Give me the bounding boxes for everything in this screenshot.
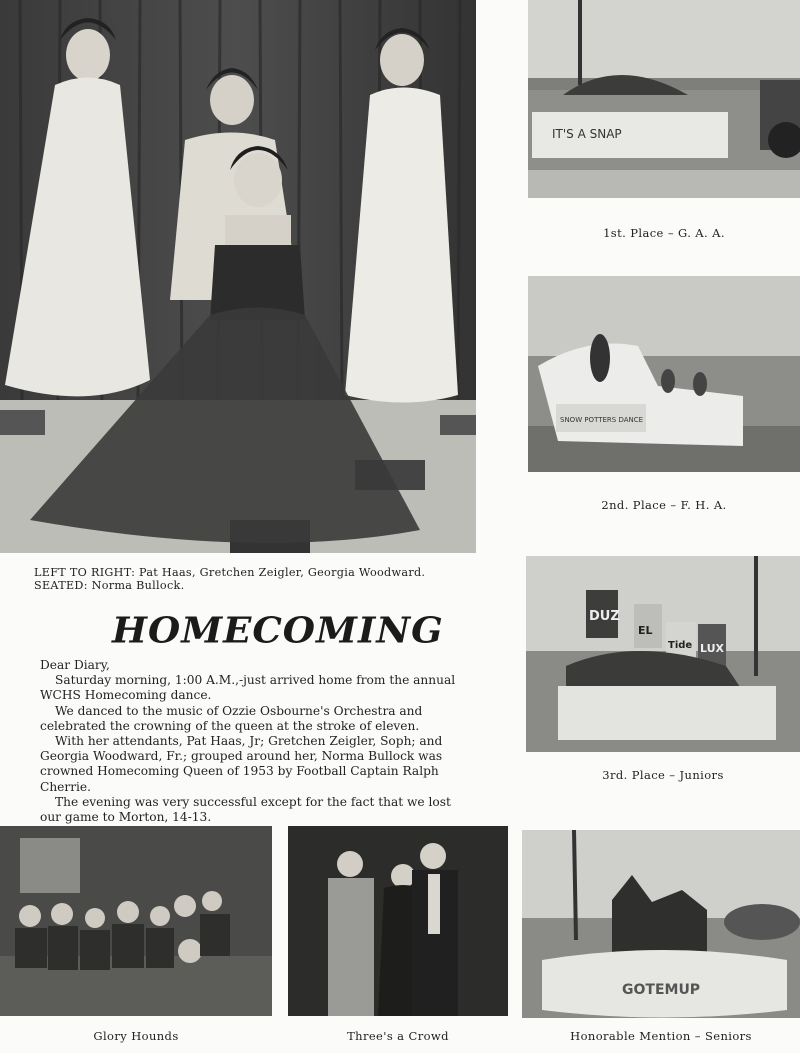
float-caption-2: 2nd. Place – F. H. A.	[601, 498, 727, 512]
seniors-float-sign: GOTEMUP	[622, 982, 701, 998]
page-title: HOMECOMING	[112, 609, 444, 651]
float-photo-1st-place	[528, 0, 800, 198]
float-sign-1: IT'S A SNAP	[552, 127, 622, 141]
float-3-sign-lux: LUX	[700, 642, 725, 655]
article-paragraph-3: With her attendants, Pat Haas, Jr; Gretchen Zeigler, Soph; and Georgia Woodward, Fr.; grouped around her, Norma Bullock was crowned Homecoming Queen of 1953 by Football Captain Ralph Cherrie.	[40, 734, 443, 794]
article-body	[40, 658, 470, 825]
court-photo-caption	[34, 566, 474, 592]
float-3-sign-tide: Tide	[668, 640, 693, 651]
glory-hounds-photo	[0, 826, 272, 1016]
float-3-sign-el: EL	[638, 624, 653, 637]
threes-a-crowd-caption: Three's a Crowd	[347, 1029, 449, 1043]
article-paragraph-1: Saturday morning, 1:00 A.M.,-just arrived home from the annual WCHS Homecoming dance.	[40, 673, 456, 703]
homecoming-court-photo	[0, 0, 476, 553]
article-paragraph-4: The evening was very successful except for the fact that we lost our game to Morton, 14-13.	[40, 794, 451, 825]
float-photo-2nd-place	[528, 276, 800, 472]
float-photo-3rd-place	[526, 556, 800, 752]
honorable-mention-photo	[522, 830, 800, 1018]
float-sign-2: SNOW POTTERS DANCE	[560, 416, 644, 424]
float-3-sign-duz: DUZ	[589, 609, 620, 624]
article-greeting: Dear Diary,	[40, 658, 110, 672]
float-caption-3: 3rd. Place – Juniors	[602, 768, 724, 782]
article-paragraph-2: We danced to the music of Ozzie Osbourne's Orchestra and celebrated the crowning of the queen at the stroke of eleven.	[40, 703, 423, 733]
threes-a-crowd-photo	[288, 826, 508, 1016]
honorable-mention-caption: Honorable Mention – Seniors	[570, 1029, 752, 1043]
court-caption-line-2: SEATED: Norma Bullock.	[34, 579, 185, 592]
float-caption-1: 1st. Place – G. A. A.	[603, 226, 725, 240]
glory-hounds-caption: Glory Hounds	[93, 1029, 179, 1043]
court-caption-line-1: LEFT TO RIGHT: Pat Haas, Gretchen Zeigler, Georgia Woodward.	[34, 566, 426, 579]
